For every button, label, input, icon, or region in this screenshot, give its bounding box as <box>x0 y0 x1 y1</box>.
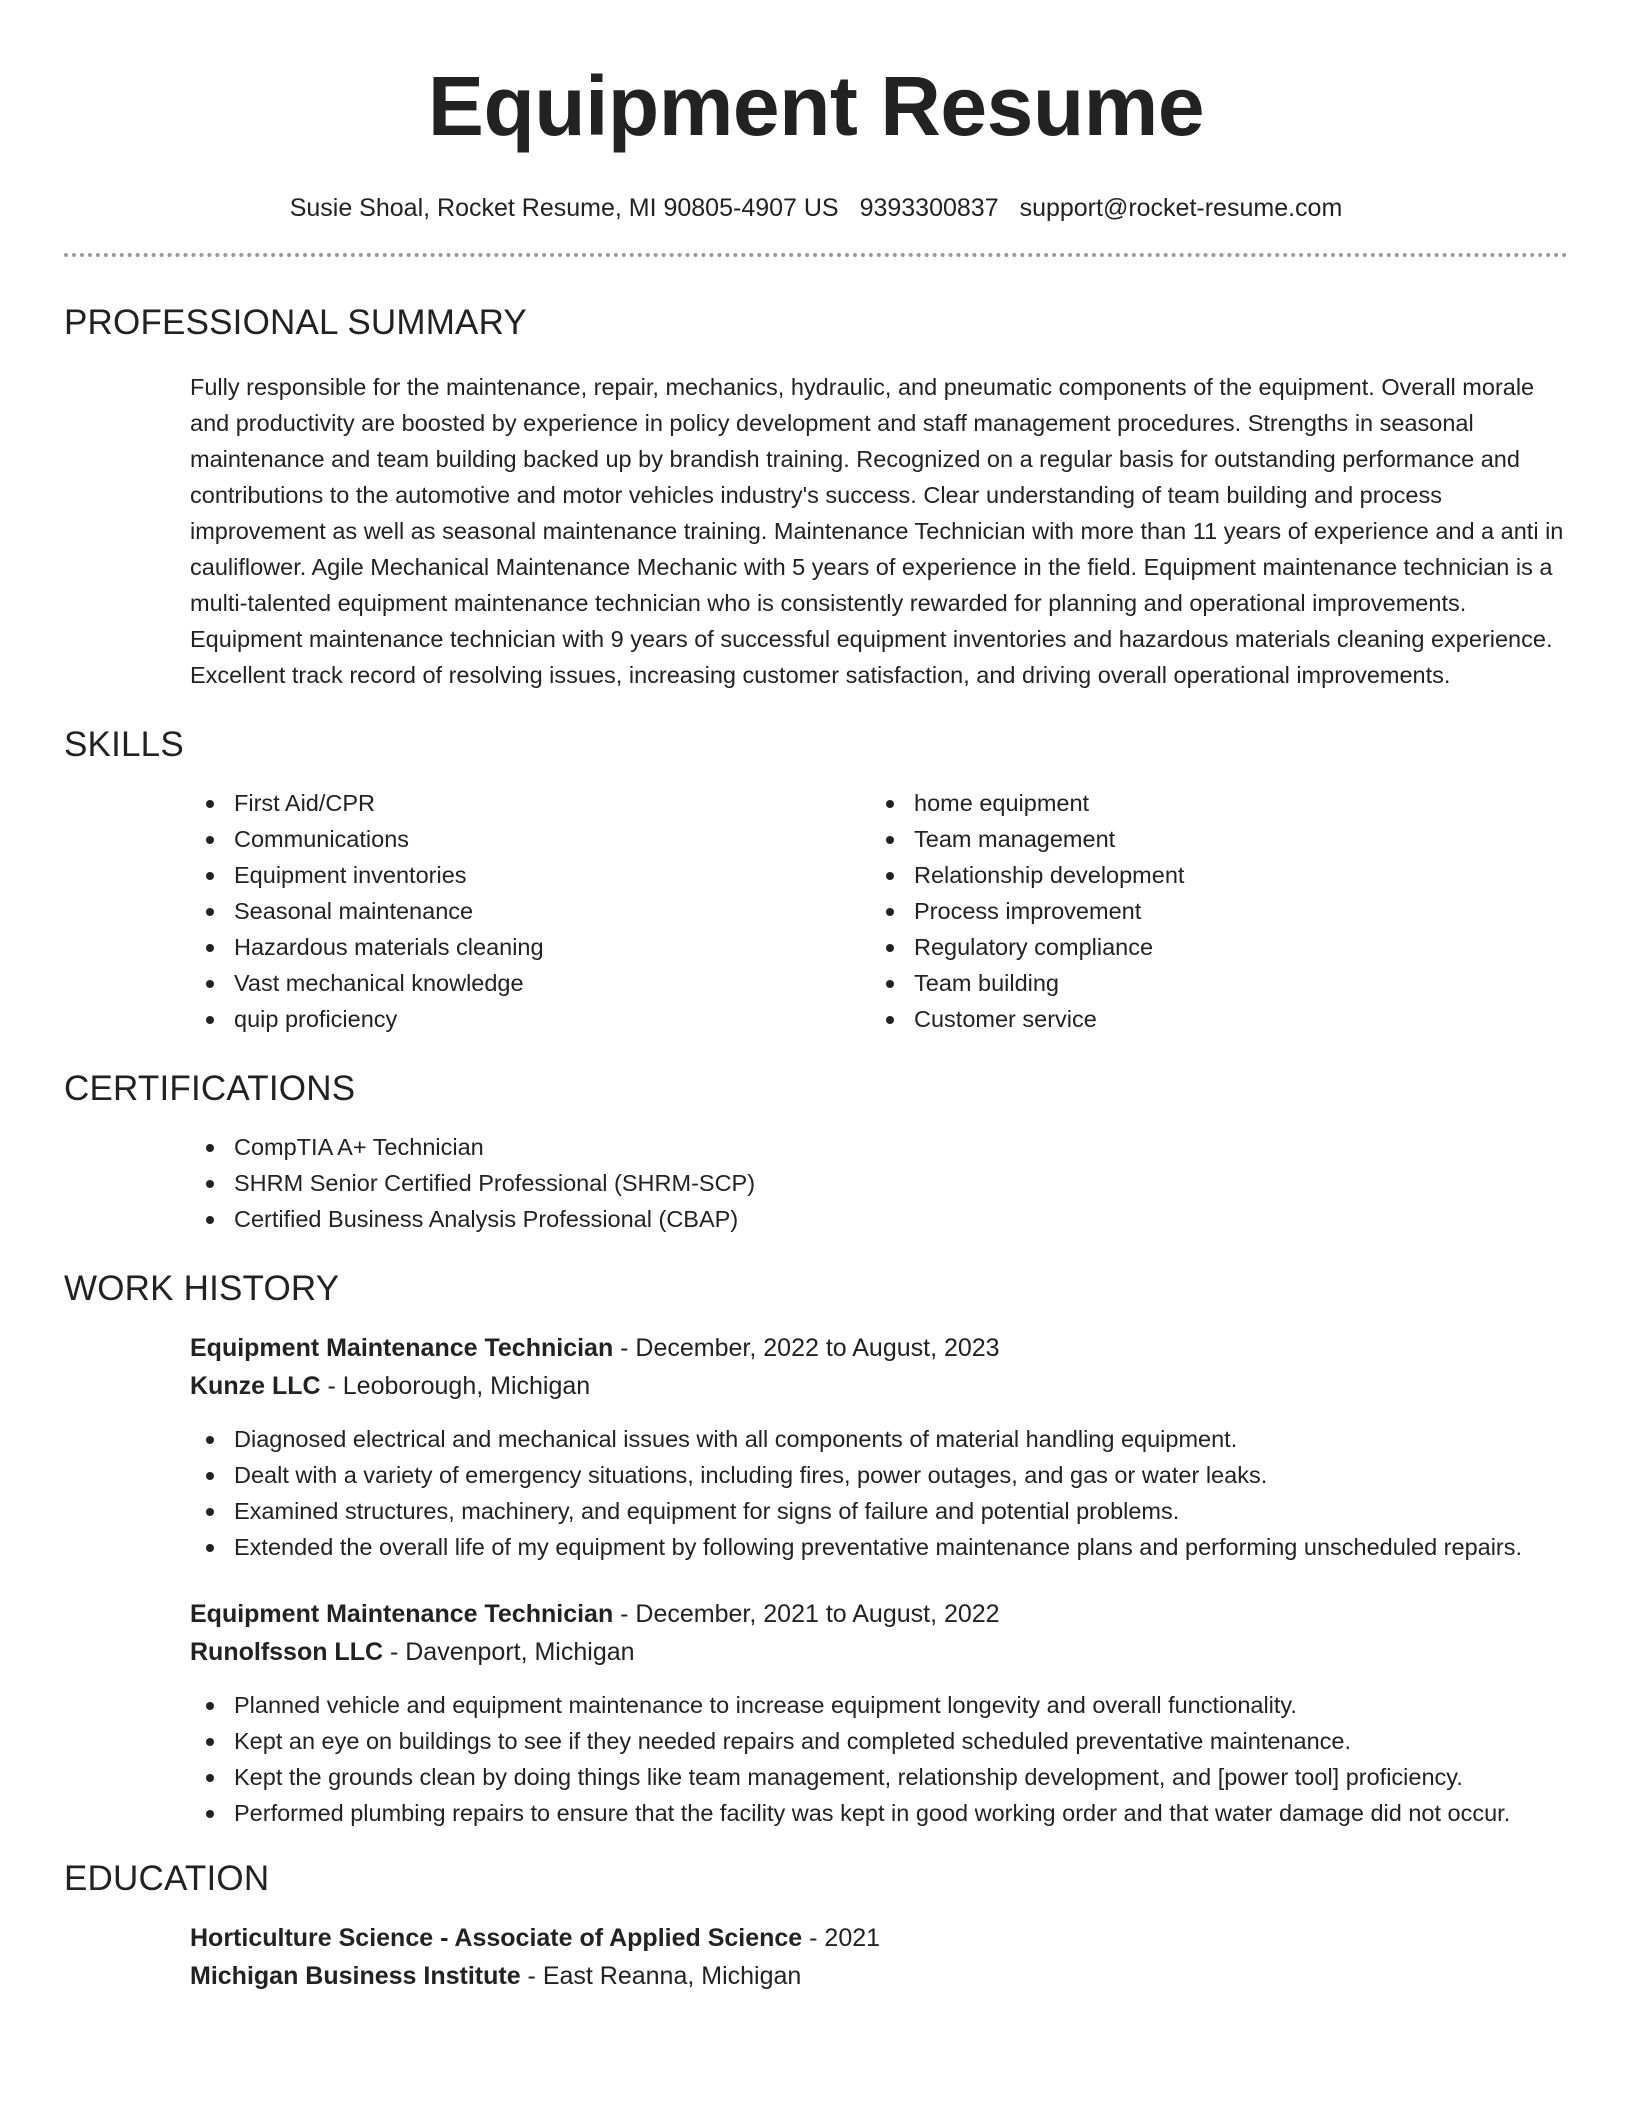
job-location: - Leoborough, Michigan <box>320 1372 591 1400</box>
education-section <box>64 1857 1568 1995</box>
education-school-line <box>190 1957 1568 1995</box>
skill-item: Seasonal maintenance <box>190 893 870 929</box>
summary-text: Fully responsible for the maintenance, repair, mechanics, hydraulic, and pneumatic components of the equipment. Overall morale and productivity are boosted by experience in policy development and staff management procedures. Strengths in seasonal maintenance and team building backed up by brandish training. Recognized on a regular basis for outstanding performance and contributions to the automotive and motor vehicles industry's success. Clear understanding of team building and process improvement as well as seasonal maintenance training. Maintenance Technician with more than 11 years of experience and a anti in cauliflower. Agile Mechanical Maintenance Mechanic with 5 years of experience in the field. Equipment maintenance technician is a multi-talented equipment maintenance technician who is consistently rewarded for planning and operational improvements. Equipment maintenance technician with 9 years of successful equipment inventories and hazardous materials cleaning experience. Excellent track record of resolving issues, increasing customer satisfaction, and driving overall operational improvements. <box>190 374 1564 688</box>
summary-heading: PROFESSIONAL SUMMARY <box>64 303 527 342</box>
skill-item: Process improvement <box>870 893 1550 929</box>
contact-line <box>64 192 1568 224</box>
job-entry <box>190 1595 1568 1831</box>
job-title-line <box>190 1329 1568 1367</box>
job-dates: - December, 2022 to August, 2023 <box>613 1334 1000 1362</box>
education-degree-line <box>190 1919 1568 1957</box>
job-title-line <box>190 1595 1568 1633</box>
job-entry <box>190 1329 1568 1565</box>
contact-email: support@rocket-resume.com <box>1019 194 1343 222</box>
job-bullets <box>190 1687 1568 1831</box>
job-bullet: Planned vehicle and equipment maintenance to increase equipment longevity and overall functionality. <box>190 1687 1568 1723</box>
job-company: Kunze LLC <box>190 1372 321 1400</box>
job-bullets <box>190 1421 1568 1565</box>
certifications-section <box>64 1067 1568 1237</box>
certifications-list <box>190 1129 1568 1237</box>
job-location: - Davenport, Michigan <box>383 1638 635 1666</box>
job-company-line <box>190 1633 1568 1671</box>
job-dates: - December, 2021 to August, 2022 <box>613 1600 1000 1628</box>
certification-item: Certified Business Analysis Professional (CBAP) <box>190 1201 1568 1237</box>
skill-item: quip proficiency <box>190 1001 870 1037</box>
skill-item: home equipment <box>870 785 1550 821</box>
job-bullet: Kept the grounds clean by doing things like team management, relationship development, and [power tool] proficiency. <box>190 1759 1568 1795</box>
skill-item: Equipment inventories <box>190 857 870 893</box>
education-year: - 2021 <box>802 1924 881 1952</box>
contact-address: Susie Shoal, Rocket Resume, MI 90805-4907 US <box>289 194 839 222</box>
skills-list-right <box>870 785 1550 1037</box>
skill-item: Vast mechanical knowledge <box>190 965 870 1001</box>
job-bullet: Extended the overall life of my equipment by following preventative maintenance plans and performing unscheduled repairs. <box>190 1529 1568 1565</box>
job-bullet: Dealt with a variety of emergency situations, including fires, power outages, and gas or water leaks. <box>190 1457 1568 1493</box>
job-bullet: Diagnosed electrical and mechanical issues with all components of material handling equipment. <box>190 1421 1568 1457</box>
skills-list-left <box>190 785 870 1037</box>
education-degree: Horticulture Science - Associate of Applied Science <box>190 1924 803 1952</box>
skill-item: Regulatory compliance <box>870 929 1550 965</box>
certifications-heading: CERTIFICATIONS <box>64 1069 356 1108</box>
skill-item: Customer service <box>870 1001 1550 1037</box>
job-bullet: Performed plumbing repairs to ensure that the facility was kept in good working order and that water damage did not occur. <box>190 1795 1568 1831</box>
work-history-heading: WORK HISTORY <box>64 1269 340 1308</box>
job-title: Equipment Maintenance Technician <box>190 1334 614 1362</box>
work-history-section <box>64 1267 1568 1831</box>
job-title: Equipment Maintenance Technician <box>190 1600 614 1628</box>
job-company: Runolfsson LLC <box>190 1638 384 1666</box>
skill-item: First Aid/CPR <box>190 785 870 821</box>
education-heading: EDUCATION <box>64 1859 270 1898</box>
skills-heading: SKILLS <box>64 725 184 764</box>
certification-item: CompTIA A+ Technician <box>190 1129 1568 1165</box>
summary-section <box>64 301 1568 693</box>
skill-item: Team management <box>870 821 1550 857</box>
resume-title: Equipment Resume <box>427 59 1205 153</box>
skills-section <box>64 723 1568 1037</box>
education-school: Michigan Business Institute <box>190 1962 521 1990</box>
contact-phone: 9393300837 <box>859 194 999 222</box>
skills-grid <box>190 785 1568 1037</box>
header-divider <box>64 253 1568 257</box>
skill-item: Relationship development <box>870 857 1550 893</box>
job-company-line <box>190 1367 1568 1405</box>
education-location: - East Reanna, Michigan <box>520 1962 802 1990</box>
job-bullet: Examined structures, machinery, and equipment for signs of failure and potential problems. <box>190 1493 1568 1529</box>
skill-item: Hazardous materials cleaning <box>190 929 870 965</box>
job-bullet: Kept an eye on buildings to see if they needed repairs and completed scheduled preventative maintenance. <box>190 1723 1568 1759</box>
skill-item: Team building <box>870 965 1550 1001</box>
skill-item: Communications <box>190 821 870 857</box>
certification-item: SHRM Senior Certified Professional (SHRM-SCP) <box>190 1165 1568 1201</box>
